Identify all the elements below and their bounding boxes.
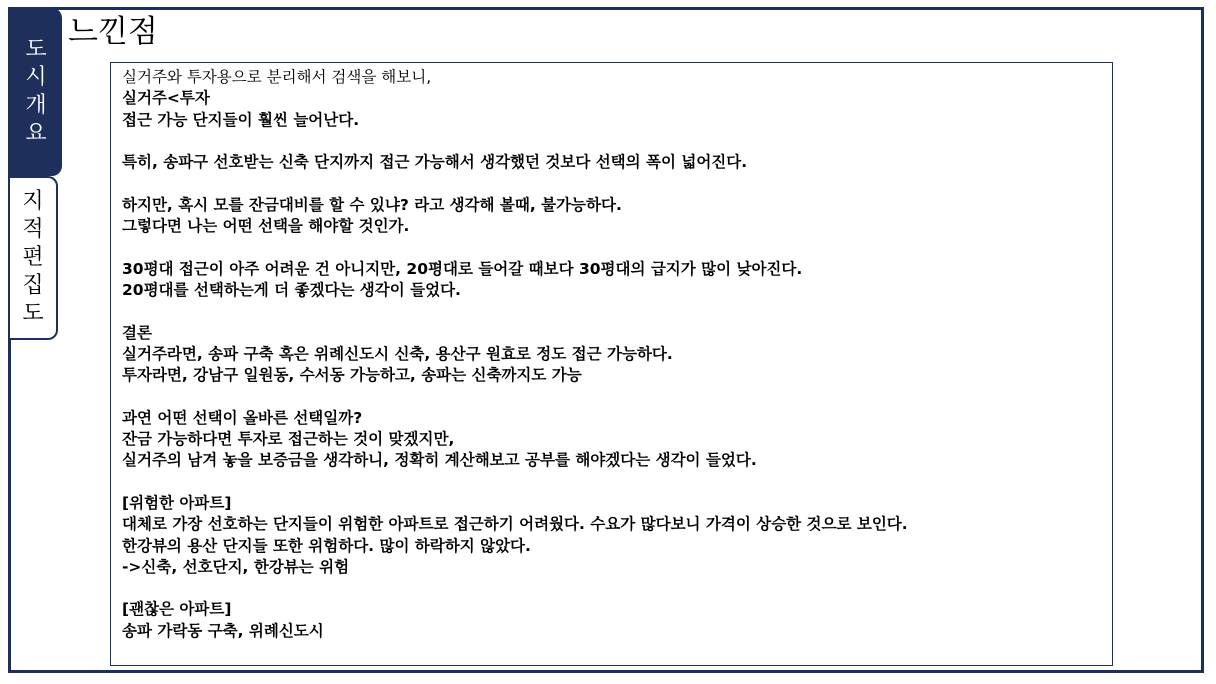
content-line: 한강뷰의 용산 단지들 또한 위험하다. 많이 하락하지 않았다. — [122, 536, 531, 555]
content-line: 실거주의 남겨 놓을 보증금을 생각하니, 정확히 계산해보고 공부를 해야겠다는 생각이 들었다. — [122, 451, 757, 470]
blank-line — [122, 578, 1112, 599]
content-text-box — [110, 62, 1113, 666]
tab-char: 지 — [22, 189, 44, 214]
blank-line — [122, 386, 1112, 407]
tab-city-overview[interactable] — [10, 8, 62, 176]
blank-line — [122, 131, 1112, 152]
tab-char: 집 — [22, 273, 44, 298]
blank-line — [122, 237, 1112, 258]
content-line: 투자라면, 강남구 일원동, 수서동 가능하고, 송파는 신축까지도 가능 — [122, 366, 582, 385]
content-line: 그렇다면 나는 어떤 선택을 해야할 것인가. — [122, 217, 410, 236]
tab-char: 도 — [25, 37, 47, 62]
tab-char: 편 — [22, 245, 44, 270]
section-heading: [위험한 아파트] — [122, 493, 232, 512]
blank-line — [122, 301, 1112, 322]
tab-char: 개 — [25, 93, 47, 118]
tab-cadastral-map[interactable] — [10, 176, 58, 340]
blank-line — [122, 173, 1112, 194]
content-line: 송파 가락동 구축, 위례신도시 — [122, 621, 324, 640]
tab-char: 시 — [25, 65, 47, 90]
tab-char: 도 — [22, 301, 44, 326]
content-line: 실거주라면, 송파 구축 혹은 위례신도시 신축, 용산구 원효로 정도 접근 가능하다. — [122, 344, 673, 363]
content-line: 잔금 가능하다면 투자로 접근하는 것이 맞겠지만, — [122, 430, 455, 449]
content-line: 20평대를 선택하는게 더 좋겠다는 생각이 들었다. — [122, 280, 461, 299]
content-line: 실거주와 투자용으로 분리해서 검색을 해보니, — [122, 68, 432, 86]
content-line: 30평대 접근이 아주 어려운 건 아니지만, 20평대로 들어갈 때보다 30평대의 급지가 많이 낮아진다. — [122, 259, 803, 278]
content-line: 실거주<투자 — [122, 89, 210, 108]
blank-line — [122, 472, 1112, 493]
content-line: ->신축, 선호단지, 한강뷰는 위험 — [122, 557, 350, 576]
section-heading: 결론 — [122, 323, 152, 342]
section-heading: [괜찮은 아파트] — [122, 600, 232, 619]
content-line: 하지만, 혹시 모를 잔금대비를 할 수 있냐? 라고 생각해 볼때, 불가능하다. — [122, 195, 622, 214]
tab-char: 요 — [25, 121, 47, 146]
tab-char: 적 — [22, 217, 44, 242]
content-line: 과연 어떤 선택이 올바른 선택일까? — [122, 408, 363, 427]
content-line: 접근 가능 단지들이 훨씬 늘어난다. — [122, 110, 360, 129]
content-line: 특히, 송파구 선호받는 신축 단지까지 접근 가능해서 생각했던 것보다 선택의 폭이 넓어진다. — [122, 153, 748, 172]
content-line: 대체로 가장 선호하는 단지들이 위험한 아파트로 접근하기 어려웠다. 수요가 많다보니 가격이 상승한 것으로 보인다. — [122, 515, 908, 534]
page-title: 느낀점 — [68, 14, 158, 50]
